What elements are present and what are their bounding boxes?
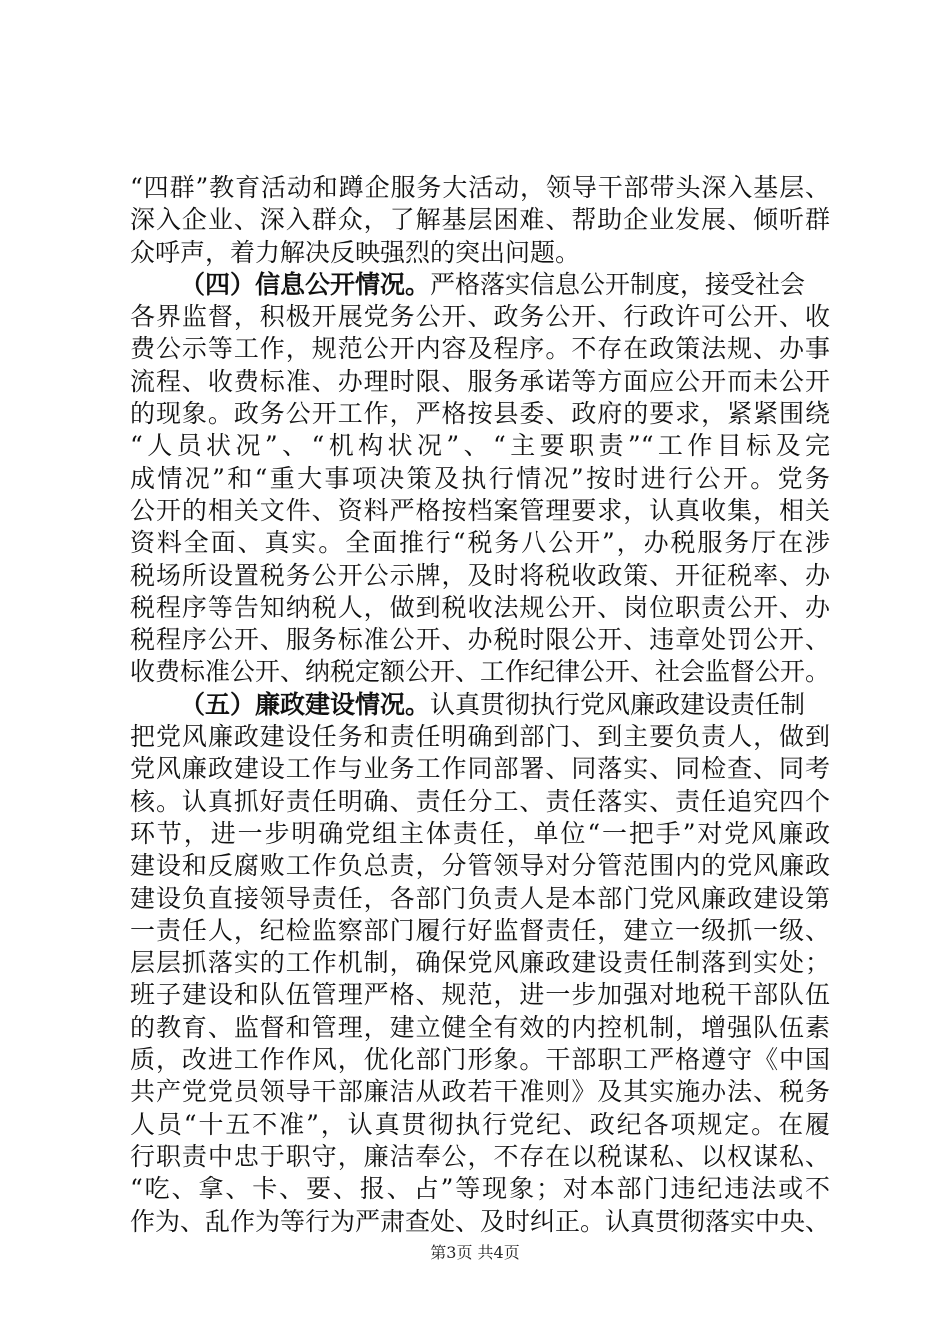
body-line: 收费标准公开、纳税定额公开、工作纪律公开、社会监督公开。 [130, 657, 831, 687]
body-line: 众呼声，着力解决反映强烈的突出问题。 [130, 237, 581, 267]
body-line: 的教育、监督和管理，建立健全有效的内控机制，增强队伍素 [130, 1012, 830, 1042]
body-line: 建设负直接领导责任，各部门负责人是本部门党风廉政建设第 [130, 883, 830, 913]
document-body [130, 172, 830, 1238]
body-line: 各界监督，积极开展党务公开、政务公开、行政许可公开、收 [130, 302, 830, 332]
body-line: 建设和反腐败工作负总责，分管领导对分管范围内的党风廉政 [130, 851, 830, 881]
body-line: 税程序等告知纳税人，做到税收法规公开、岗位职责公开、办 [130, 592, 830, 622]
body-line: 环节，进一步明确党组主体责任，单位“一把手”对党风廉政 [130, 818, 830, 848]
body-text-span: 严格落实信息公开制度，接受社会 [430, 269, 806, 299]
body-line: 作为、乱作为等行为严肃查处、及时纠正。认真贯彻落实中央、 [130, 1206, 831, 1236]
body-line: 班子建设和队伍管理严格、规范，进一步加强对地税干部队伍 [130, 980, 830, 1010]
body-line: 深入企业、深入群众，了解基层困难、帮助企业发展、倾听群 [130, 205, 830, 235]
body-line: 公开的相关文件、资料严格按档案管理要求，认真收集，相关 [130, 495, 830, 525]
body-line: 层层抓落实的工作机制，确保党风廉政建设责任制落到实处； [130, 948, 830, 978]
body-line: 核。认真抓好责任明确、责任分工、责任落实、责任追究四个 [130, 786, 830, 816]
page-number: 第3页 共4页 [430, 1243, 520, 1262]
body-line: 流程、收费标准、办理时限、服务承诺等方面应公开而未公开 [130, 366, 830, 396]
body-line: 资料全面、真实。全面推行“税务八公开”，办税服务厅在涉 [130, 528, 830, 558]
body-line: 人员“十五不准”，认真贯彻执行党纪、政纪各项规定。在履 [130, 1109, 830, 1139]
body-line: 质，改进工作作风，优化部门形象。干部职工严格遵守《中国 [130, 1045, 830, 1075]
paragraph-first-line [130, 269, 830, 301]
body-line: 成情况”和“重大事项决策及执行情况”按时进行公开。党务 [130, 463, 830, 493]
page-footer [0, 1243, 950, 1263]
paragraph-first-line [130, 689, 830, 721]
body-line: 的现象。政务公开工作，严格按县委、政府的要求，紧紧围绕 [130, 399, 830, 429]
body-line: “四群”教育活动和蹲企服务大活动，领导干部带头深入基层、 [130, 173, 830, 202]
body-line: 税场所设置税务公开公示牌，及时将税收政策、开征税率、办 [130, 560, 830, 590]
body-line: 共产党党员领导干部廉洁从政若干准则》及其实施办法、税务 [130, 1077, 830, 1107]
section-heading-5: （五）廉政建设情况。 [180, 689, 431, 719]
section-heading-4: （四）信息公开情况。 [180, 269, 431, 299]
body-line: 费公示等工作，规范公开内容及程序。不存在政策法规、办事 [130, 334, 830, 364]
body-line: “人员状况”、“机构状况”、“主要职责”“工作目标及完 [130, 431, 830, 461]
body-line: 把党风廉政建设任务和责任明确到部门、到主要负责人，做到 [130, 722, 830, 752]
body-line: 行职责中忠于职守，廉洁奉公，不存在以税谋私、以权谋私、 [130, 1141, 830, 1171]
body-line: “吃、拿、卡、要、报、占”等现象；对本部门违纪违法或不 [130, 1174, 830, 1204]
body-text-span: 认真贯彻执行党风廉政建设责任制 [430, 689, 806, 719]
body-line: 一责任人，纪检监察部门履行好监督责任，建立一级抓一级、 [130, 915, 830, 945]
body-line: 税程序公开、服务标准公开、办税时限公开、违章处罚公开、 [130, 625, 830, 655]
body-line: 党风廉政建设工作与业务工作同部署、同落实、同检查、同考 [130, 754, 830, 784]
